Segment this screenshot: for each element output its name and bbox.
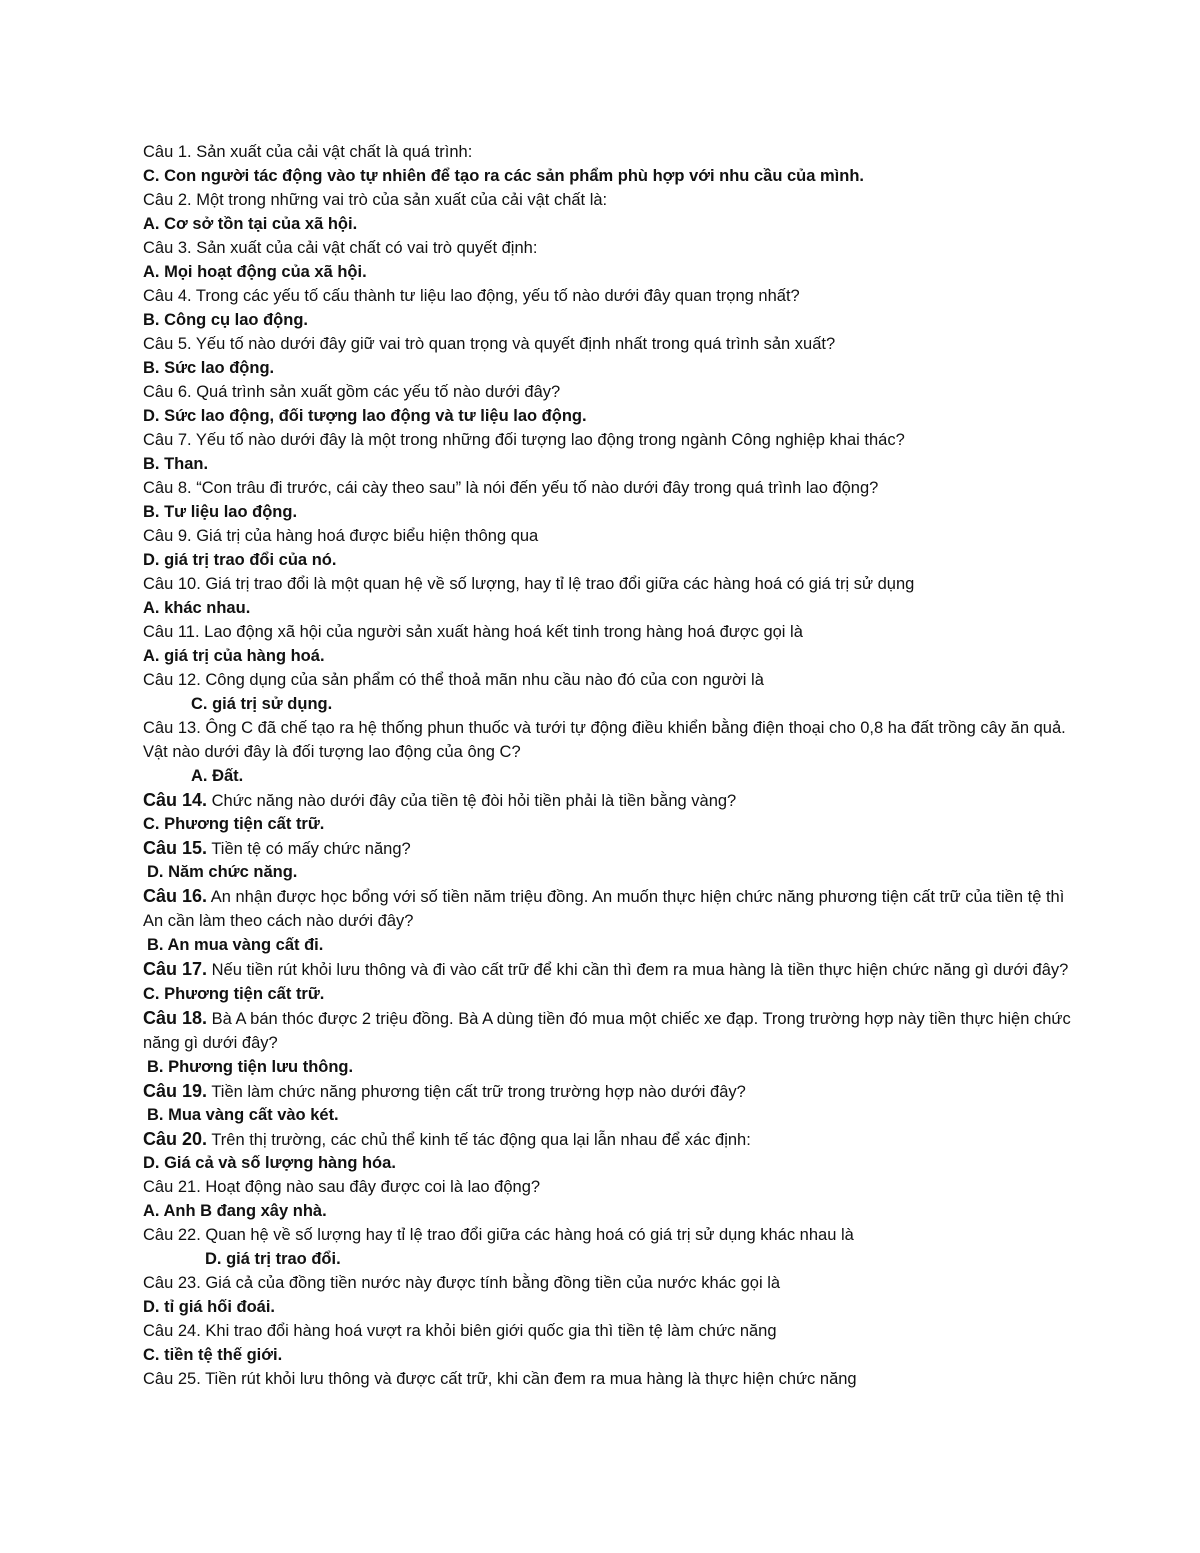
answer-3: A. Mọi hoạt động của xã hội. <box>143 263 367 281</box>
document-body <box>143 140 1073 1391</box>
question-22: Câu 22. Quan hệ về số lượng hay tỉ lệ trao đổi giữa các hàng hoá có giá trị sử dụng khác nhau là <box>143 1226 854 1244</box>
answer-18: B. Phương tiện lưu thông. <box>147 1058 354 1076</box>
answer-16: B. An mua vàng cất đi. <box>147 936 324 954</box>
question-5: Câu 5. Yếu tố nào dưới đây giữ vai trò quan trọng và quyết định nhất trong quá trình sản xuất? <box>143 335 836 353</box>
answer-14: C. Phương tiện cất trữ. <box>143 815 325 833</box>
answer-24: C. tiền tệ thế giới. <box>143 1346 283 1364</box>
answer-21: A. Anh B đang xây nhà. <box>143 1202 327 1220</box>
answer-23: D. tỉ giá hối đoái. <box>143 1298 275 1316</box>
question-16: Câu 16. An nhận được học bổng với số tiền năm triệu đồng. An muốn thực hiện chức năng phương tiện cất trữ của tiền tệ thì An cần làm theo cách nào dưới đây? <box>143 886 1065 930</box>
answer-10: A. khác nhau. <box>143 599 251 617</box>
answer-1: C. Con người tác động vào tự nhiên để tạo ra các sản phẩm phù hợp với nhu cầu của mình. <box>143 167 864 185</box>
question-20: Câu 20. Trên thị trường, các chủ thể kinh tế tác động qua lại lẫn nhau để xác định: <box>143 1129 751 1149</box>
question-24: Câu 24. Khi trao đổi hàng hoá vượt ra khỏi biên giới quốc gia thì tiền tệ làm chức năng <box>143 1322 777 1340</box>
question-19: Câu 19. Tiền làm chức năng phương tiện cất trữ trong trường hợp nào dưới đây? <box>143 1081 746 1101</box>
question-7: Câu 7. Yếu tố nào dưới đây là một trong những đối tượng lao động trong ngành Công nghiệp khai thác? <box>143 431 905 449</box>
question-18: Câu 18. Bà A bán thóc được 2 triệu đồng. Bà A dùng tiền đó mua một chiếc xe đạp. Trong trường hợp này tiền thực hiện chức năng gì dưới đây? <box>143 1008 1071 1052</box>
answer-6: D. Sức lao động, đối tượng lao động và tư liệu lao động. <box>143 407 587 425</box>
answer-20: D. Giá cả và số lượng hàng hóa. <box>143 1154 396 1172</box>
question-13: Câu 13. Ông C đã chế tạo ra hệ thống phun thuốc và tưới tự động điều khiển bằng điện thoại cho 0,8 ha đất trồng cây ăn quả. Vật nào dưới đây là đối tượng lao động của ông C? <box>143 719 1066 761</box>
question-1: Câu 1. Sản xuất của cải vật chất là quá trình: <box>143 143 473 161</box>
answer-13: A. Đất. <box>191 767 244 785</box>
question-8: Câu 8. “Con trâu đi trước, cái cày theo sau” là nói đến yếu tố nào dưới đây trong quá trình lao động? <box>143 479 879 497</box>
question-3: Câu 3. Sản xuất của cải vật chất có vai trò quyết định: <box>143 239 538 257</box>
question-2: Câu 2. Một trong những vai trò của sản xuất của cải vật chất là: <box>143 191 608 209</box>
answer-15: D. Năm chức năng. <box>147 863 298 881</box>
question-6: Câu 6. Quá trình sản xuất gồm các yếu tố nào dưới đây? <box>143 383 561 401</box>
answer-17: C. Phương tiện cất trữ. <box>143 985 325 1003</box>
answer-8: B. Tư liệu lao động. <box>143 503 298 521</box>
answer-5: B. Sức lao động. <box>143 359 275 377</box>
answer-4: B. Công cụ lao động. <box>143 311 308 329</box>
answer-22: D. giá trị trao đổi. <box>205 1250 341 1268</box>
question-17: Câu 17. Nếu tiền rút khỏi lưu thông và đi vào cất trữ để khi cần thì đem ra mua hàng là tiền thực hiện chức năng gì dưới đây? <box>143 959 1069 979</box>
answer-9: D. giá trị trao đổi của nó. <box>143 551 337 569</box>
question-12: Câu 12. Công dụng của sản phẩm có thể thoả mãn nhu cầu nào đó của con người là <box>143 671 764 689</box>
question-14: Câu 14. Chức năng nào dưới đây của tiền tệ đòi hỏi tiền phải là tiền bằng vàng? <box>143 790 737 810</box>
question-4: Câu 4. Trong các yếu tố cấu thành tư liệu lao động, yếu tố nào dưới đây quan trọng nhất? <box>143 287 800 305</box>
answer-19: B. Mua vàng cất vào két. <box>147 1106 339 1124</box>
question-10: Câu 10. Giá trị trao đổi là một quan hệ về số lượng, hay tỉ lệ trao đổi giữa các hàng hoá có giá trị sử dụng <box>143 575 915 593</box>
question-21: Câu 21. Hoạt động nào sau đây được coi là lao động? <box>143 1178 541 1196</box>
answer-7: B. Than. <box>143 455 209 473</box>
answer-12: C. giá trị sử dụng. <box>191 695 333 713</box>
question-9: Câu 9. Giá trị của hàng hoá được biểu hiện thông qua <box>143 527 539 545</box>
answer-2: A. Cơ sở tồn tại của xã hội. <box>143 215 358 233</box>
question-15: Câu 15. Tiền tệ có mấy chức năng? <box>143 838 411 858</box>
question-23: Câu 23. Giá cả của đồng tiền nước này được tính bằng đồng tiền của nước khác gọi là <box>143 1274 781 1292</box>
answer-11: A. giá trị của hàng hoá. <box>143 647 325 665</box>
question-11: Câu 11. Lao động xã hội của người sản xuất hàng hoá kết tinh trong hàng hoá được gọi là <box>143 623 803 641</box>
question-25: Câu 25. Tiền rút khỏi lưu thông và được cất trữ, khi cần đem ra mua hàng là thực hiện chức năng <box>143 1370 857 1388</box>
